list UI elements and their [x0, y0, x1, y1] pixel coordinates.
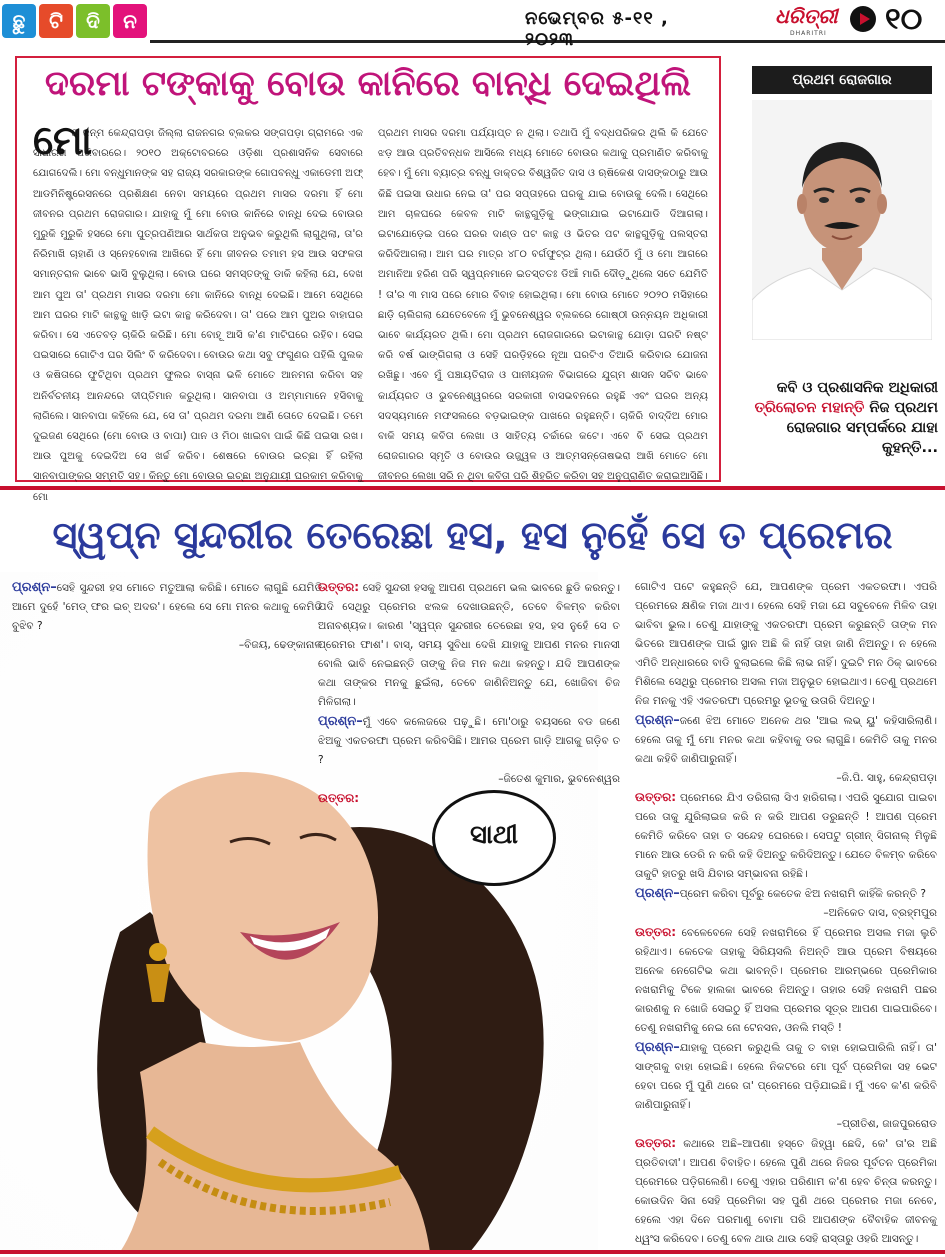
author-name: ତ୍ରିଲୋଚନ ମହାନ୍ତି [754, 400, 865, 416]
column-headline: ସ୍ୱପ୍ନ ସୁନ୍ଦରୀର ତେରେଛା ହସ, ହସ ନୁହେଁ ସେ ତ ପ୍ରେମର [52, 513, 893, 557]
newspaper-logo-sub: DHARITRI [790, 30, 827, 37]
issue-date: ନଭେମ୍ବର ୫-୧୧ , ୨୦୨୩ [525, 8, 669, 50]
qa-question-4 [635, 884, 937, 904]
answer-text: ବେଳେବେଳେ ସେହି ନଖରାମିରେ ହିଁ ପ୍ରେମର ଅସଲ ମଜା ଲୁଚି ରହିଥାଏ। କେତେକ ତାହାକୁ ସିରିୟସଲି ନିଅନ୍ତି ଆଉ ପ୍ରେମ ବିଷୟରେ ଅନେକ ନେଗେଟିଭ କଥା ଭାବନ୍ତି। ପ୍ରେମର ଆରମ୍ଭରେ ପ୍ରେମିକାର ନଖରାମିକୁ ଟିକେ ହାଲକା ଭାବରେ ନିଅନ୍ତୁ। ତାହାର ସେହି ନଖରାମି ପଛର କାରଣକୁ ନ ଖୋଜି ସେଇଠୁ ହିଁ ଅସଲ ପ୍ରେମର ସୂତ୍ର ଆପଣ ପାଇପାରିବେ। ତେଣୁ ନଖରାମିକୁ ନେଇ ନୋ ଟେନସନ, ଓନଲି ମସ୍ତି ! [635, 927, 937, 1034]
column-label: ପ୍ରଥମ ରୋଜଗାର [752, 66, 932, 94]
section-logo-letter: ଟି [39, 4, 73, 38]
newspaper-logo: ଧରିତ୍ରୀ [775, 4, 838, 28]
qa-question-3 [635, 711, 937, 769]
article-column-1: ର ଜନ୍ମ କେନ୍ଦ୍ରାପଡ଼ା ଜିଲ୍ଲା ରାଜନଗର ବ୍ଲକର ସଙ୍ଗପଡ଼ା ଗ୍ରାମରେ ଏକ ସାଧାରଣ ପରିବାରରେ। ୨୦୧୦ ଅକ୍ଟୋବରରେ ଓଡ଼ିଶା ପ୍ରଶାସନିକ ସେବାରେ ଯୋଗଦେଲି। ମୋ ବନ୍ଧୁମାନଙ୍କ ସହ ରାଜ୍ୟ ସରକାରଙ୍କ ଗୋପବନ୍ଧୁ ଏକାଡେମୀ ଅଫ୍ ଆଡମିନିଷ୍ଟ୍ରେସନରେ ପ୍ରଶିକ୍ଷଣ ନେବା ସମୟରେ ପ୍ରଥମ ମାସର ଦରମା ହିଁ ମୋ ଜୀବନର ପ୍ରଥମ ରୋଜଗାର। ଯାହାକୁ ମୁଁ ମୋ ବୋଉ କାନିରେ ବାନ୍ଧି ଦେଇ ବୋଉର ମୁରୁକି ମୁରୁକି ହସରେ ମୋ ପୁତ୍ରପଣିଆର ସାର୍ଥକତା ଅନୁଭବ କରୁଥିଲି ଲାଗୁଥିଲା, ତା'ର ନିରିମାଖି ଚାହାଣି ଓ ସ୍ନେହବୋଳା ଆଖିରେ ହିଁ ମୋ ଜୀବନର ତମାମ ହସ ଆଉ ସଫଳତା ସମାନ୍ତରାଳ ଭାବେ ଭାସି ବୁଲୁଥିଲା। ବୋଉ ଘରେ ସମସ୍ତଙ୍କୁ ଡାକି କହିଲା ଯେ, ଦେଖ ଆମ ପୁଅ ତା' ପ୍ରଥମ ମାସର ଦରମା ମୋ କାନିରେ ବାନ୍ଧି ଦେଇଛି। ଆମେ ସେଥିରେ ଆମ ଘରର ମାଟି କାନ୍ଥକୁ ଖାଡ଼ି ଇଟା କାନ୍ଥ କରିଦେବା। ତା' ପରେ ଆମ ପୁଅର ବାହାଘର କରିବା। ସେ ଏତେବଡ଼ ଚାକିରି କରିଛି। ମୋ ବୋହୂ ଆସି କ'ଣ ମାଟିଘରେ ରହିବ। ସେଇ ପଇସାରେ ଗୋଟିଏ ଘର ସିଲିଂ ବି କରିଦେବା। ବୋଉର କଥା ସବୁ ଫଗୁଣର ପହିଲି ପୁଲକ ଓ କଷିତାରେ ଫୁଟିଥିବା ପ୍ରଥମ ଫୁଲର ବାସ୍ନା ଭଳି ମୋତେ ଆନମନା କରିବା ସହ ଅନିର୍ବଚନୀୟ ଆନନ୍ଦରେ ଦୀପ୍ତିମାନ କରୁଥିଲା। ସାନବାପା ଓ ଅମ୍ମାମାନେ ହସିବାକୁ ଲାଗିଲେ। ସାନବାପା କହିଲେ ଯେ, ସେ ତା' ପ୍ରଥମ ଦରମା ଆଣି ତୋତେ ଦେଇଛି। ତମେ ଦୁଇଜଣ ସେଥିରେ (ମୋ ବୋଉ ଓ ବାପା) ପାନ ଓ ମିଠା ଖାଇବା ପାଇଁ କିଛି ପଇସା ରଖ। ଆଉ ପୁଅକୁ ଦେଇଦିଅ ସେ ଖର୍ଚ୍ଚ କରିବ। ଶେଷରେ ବୋଉର ଇଚ୍ଛା ହିଁ ରହିଲା ସାନବାପାଙ୍କର ସମ୍ମତି ସହ। କିନ୍ତୁ ମୋ ବୋଉର ଇଚ୍ଛା ଅନୁଯାୟୀ ଘରକାମ କରିବାକୁ ମୋ [33, 128, 363, 503]
question-text: ଯାହାକୁ ପ୍ରେମ କରୁଥିଲି ତାକୁ ତ ବାହା ହୋଇପାରିଲି ନାହିଁ। ତା' ସାଙ୍ଗକୁ ବାହା ହୋଇଛି। ହେଲେ ନିକଟରେ ମୋ ପୂର୍ବ ପ୍ରେମିକା ସହ ଭେଟ ହେବା ପରେ ମୁଁ ପୁଣି ଥରେ ତା' ପ୍ରେମରେ ପଡ଼ିଯାଇଛି। ମୁଁ ଏବେ କ'ଣ କରିବି ଜାଣିପାରୁନାହିଁ। [635, 1042, 937, 1111]
question-signature: –ଅନିକେତ ଦାସ, ବ୍ରହ୍ମପୁର [823, 907, 937, 919]
question-label: ପ୍ରଶ୍ନ– [12, 580, 57, 595]
qa-answer-2-start [318, 789, 620, 809]
qa-column-3 [635, 578, 937, 1249]
question-label: ପ୍ରଶ୍ନ– [318, 714, 363, 729]
answer-label: ଉତ୍ତର: [635, 925, 677, 939]
answer-text: କଥାରେ ଅଛି–ଆପଣା ହସ୍ତେ ଜିହ୍ୱା ଛେଦି, କେ' ତା'ର ଅଛି ପ୍ରତିବାଦୀ'। ଆପଣ ବିବାହିତ। ହେଲେ ପୁଣି ଥରେ ନିଜର ପୂର୍ବତନ ପ୍ରେମିକା ପ୍ରେମରେ ପଡ଼ିଗଲେଣି। ତେଣୁ ଏହାର ପରିଣାମ କ'ଣ ହେବ ଚିନ୍ତା କରନ୍ତୁ। କୋଉଦିନ ସିନା ସେହି ପ୍ରେମିକା ସହ ପୁଣି ଥରେ ପ୍ରେମର ମଜା ନେବେ, ହେଲେ ଏହା ଦିନେ ପରମାଣୁ ବୋମା ପରି ଆପଣଙ୍କ ବୈବାହିକ ଜୀବନକୁ ଧ୍ୱଂସ କରିଦେବ। ତେଣୁ ବେଳ ଥାଉ ଥାଉ ସେହି ରାସ୍ତାରୁ ଓହରି ଆସନ୍ତୁ। [635, 1138, 937, 1245]
answer-label: ଉତ୍ତର: [635, 790, 677, 804]
section-divider [0, 486, 945, 490]
question-label: ପ୍ରଶ୍ନ– [635, 886, 680, 901]
author-caption [748, 378, 938, 458]
qa-column-2 [318, 578, 620, 809]
question-signature: –ଜି.ପି. ସାହୁ, କେନ୍ଦ୍ରାପଡ଼ା [836, 772, 937, 784]
question-text: ସେହି ସୁନ୍ଦରୀ ହସ ମୋତେ ମତୁଆଲା କରିଛି। ମୋତେ ଲାଗୁଛି ଯେମିତି ଆମେ ଦୁହେଁ 'ମେଡ୍ ଫର ଇଚ୍ ଅଦର'। ହେଲେ ସେ ମୋ ମନର କଥାକୁ କେମିତି ବୁଝିବ ? [12, 582, 322, 632]
answer-text: ସେହି ସୁନ୍ଦରୀ ହସକୁ ଆପଣ ପ୍ରଥମେ ଭଲ ଭାବରେ ଛୁଡି କରନ୍ତୁ। ଯଦି ସେଥିରୁ ପ୍ରେମର ଝଲକ ଦେଖାଉଛନ୍ତି, ତେବେ ବିଳମ୍ବ କରିବା ଅନାବଶ୍ୟକ। କାରଣ 'ସ୍ୱପ୍ନ ସୁନ୍ଦରୀର ତେରେଛା ହସ, ହସ ନୁହେଁ ସେ ତ ପ୍ରେମର ଫାଶ'। ବାସ୍, ସମୟ ସୁବିଧା ଦେଖି ଯାହାକୁ ଆପଣ ମନର ମାନସୀ ବୋଲି ଭାବି ନେଇଛନ୍ତି ତାଙ୍କୁ ନିଜ ମନ କଥା କହନ୍ତୁ। ଯଦି ଆପଣଙ୍କ କଥା ତାଙ୍କର ମନକୁ ଛୁଇଁଲା, ତେବେ ଜାଣିନିଅନ୍ତୁ ଯେ, ଖୋଜିବା ଚିଜ ମିଳିଗଲା। [318, 582, 621, 708]
drop-cap: ମୋ [33, 118, 93, 164]
article-headline: ଦରମା ଟଙ୍କାକୁ ବୋଉ କାନିରେ ବାନ୍ଧି ଦେଇଥିଲି [44, 64, 692, 104]
qa-question-1 [12, 578, 322, 655]
answer-text: ପ୍ରେମରେ ଯିଏ ଡରିଗଲା ସିଏ ହାରିଗଲା। ଏପରି ସୁଯୋଗ ପାଇବା ପରେ ତାକୁ ଯୁରିଲାଇଜ କରି ନ କରି ଆପଣ ଡରୁଛନ୍ତି ! ଆପଣ ପ୍ରେମ କେମିତି କରିବେ ତାହା ତ ସନ୍ଦେହ ଘେରରେ। ସେପଟୁ ଗ୍ରୀନ୍ ସିଗନାଲ୍ ମିଳୁଛି ମାନେ ଆଉ ଡେରି ନ କରି କହି ଦିଅନ୍ତୁ କରିଦିଅନ୍ତୁ। ଯେତେ ବିଳମ୍ବ କରିବେ ତାକୁଟି ହାତରୁ ଖସି ଯିବାର ସମ୍ଭାବନା ରହିଛି। [635, 792, 937, 880]
answer-label: ଉତ୍ତର: [318, 580, 360, 594]
article-column-2: ପ୍ରଥମ ମାସର ଦରମା ପର୍ଯ୍ୟାପ୍ତ ନ ଥିଲା। ତଥାପି ମୁଁ ବଦ୍ଧପରିକର ଥିଲି କି ଯେତେ ଝଡ଼ ଆଉ ପ୍ରତିବନ୍ଧକ ଆସିଲେ ମଧ୍ୟ ମୋତେ ବୋଉର କଥାକୁ ପ୍ରମାଣିତ କରିବାକୁ ହେବ। ମୁଁ ମୋ ବ୍ୟାଚ୍‌ର ବନ୍ଧୁ ଡାକ୍ତର ବିଶ୍ୱଜିତ ଦାସ ଓ ଋଷିକେଶ ଦାସଙ୍କଠାରୁ ଆଉ କିଛି ପଇସା ଉଧାର ନେଇ ତା' ପର ସପ୍ତାହରେ ଘରକୁ ଯାଇ ବୋଉକୁ ଦେଲି। ସେଥିରେ ଆମ ଚାଳଘରେ କେବଳ ମାଟି କାନ୍ଥଗୁଡ଼ିକୁ ଭଙ୍ଗାଯାଇ ଇଟାଯୋଡି ଦିଆଗଲା। ଇଟାଯୋଡ଼େଇ ପରେ ଘରର ଦାଣ୍ଡ ପଟ କାନ୍ଥ ଓ ଭିତର ପଟ କାନ୍ଥଗୁଡ଼ିକୁ ପଲସ୍ତରା କରିଦିଆଗଲା। ଆମ ଘର ମାତ୍ର ୪୮୦ ବର୍ଗଫୁଟ୍‌ର ଥିଲା। ଯେଉଁଠି ମୁଁ ଓ ମୋ ଆଗରେ ଅମାନିଆ ହରିଣ ପରି ସ୍ୱପ୍ନମାନେ ଇତସ୍ତତଃ ଡିଆଁ ମାରି ଦୌଡ଼ୁଥିଲେ ସତେ ଯେମିତି ! ତା'ର ୩ ମାସ ପରେ ମୋର ବିବାହ ହୋଇଥିଲା। ମୋ ବୋଉ ମୋତେ ୨୦୨୦ ମସିହାରେ ଛାଡ଼ି ଚାଲିଗଲା ଯେତେବେଳେ ମୁଁ ଭୁବନେଶ୍ୱର ବ୍ଲକରେ ଗୋଷ୍ଠୀ ଉନ୍ନୟନ ଅଧିକାରୀ ଭାବେ କାର୍ଯ୍ୟରତ ଥିଲି। ମୋ ପ୍ରଥମ ରୋଜଗାରରେ ଇଟାକାନ୍ଥ ଯୋଡ଼ା ଘରଟି ନଷ୍ଟ କରି ବର୍ଷ ଭାଙ୍ଗିଗଲା ଓ ସେହି ଘରଡ଼ିହରେ ନୂଆ ଘରଟିଏ ତିଆରି କରିବାର ଯୋଜନା ରଖିଛୁ। ଏବେ ମୁଁ ପଞ୍ଚାୟତିରାଜ ଓ ପାନୀୟଜଳ ବିଭାଗରେ ଯୁଗ୍ମ ଶାସନ ସଚିବ ଭାବେ କାର୍ଯ୍ୟରତ ଓ ଭୁବନେଶ୍ୱରରେ ସରକାରୀ ବାସଭବନରେ ରହୁଛି ଏବଂ ଘରର ଅନ୍ୟ ସଦସ୍ୟମାନେ ମଫସଲରେ ବଡ଼ଭାଇଙ୍କ ପାଖରେ ରହୁଛନ୍ତି। ଚାକିରି ବାଦ୍‌ଦିଅ ମୋର ବାକି ସମୟ କବିତା ଲେଖା ଓ ସାହିତ୍ୟ ଚର୍ଚ୍ଚାରେ କଟେ। ଏବେ ବି ସେଇ ପ୍ରଥମ ରୋଜଗାରର ସ୍ମୃତି ଓ ବୋଉର ଉଜ୍ଜ୍ୱଳ ଓ ଆତ୍ମସନ୍ତୋଷଭରା ଆଖି ମୋତେ ମୋ ଜୀବନର ଲେଖା ସରି ନ ଥିବା କବିତା ପରି ଶିହରିତ କରିବା ସହ ଅନୁପ୍ରାଣିତ କରାଇଆସିଛି। [378, 128, 708, 483]
qa-answer-1 [318, 578, 620, 712]
question-text: ମୁଁ ଏବେ କଲେଜରେ ପଢ଼ୁଛି। ମୋ'ଠାରୁ ବୟସରେ ବଡ ଜଣେ ଝିଅକୁ ଏକତରଫା ପ୍ରେମ କରିବସିଛି। ଆମର ପ୍ରେମ ଗାଡ଼ି ଆଗକୁ ଗଡ଼ିବ ତ ? [318, 716, 620, 766]
play-icon [850, 6, 876, 32]
author-caption-text: ନିଜ ପ୍ରଥମ ରୋଜଗାର ସମ୍ପର୍କରେ ଯାହା କୁହନ୍ତି... [786, 400, 938, 456]
question-signature: –ଜିତେଶ କୁମାର, ଭୁବନେଶ୍ୱର [498, 773, 620, 785]
author-caption-text: କବି ଓ ପ୍ରଶାସନିକ ଅଧିକାରୀ [776, 380, 938, 396]
qa-question-5 [635, 1038, 937, 1115]
question-text: ଜଣେ ଝିଅ ମୋତେ ଅନେକ ଥର 'ଆଇ ଲଭ୍ ୟୁ' କହିସାରିଲାଣି। ହେଲେ ତାକୁ ମୁଁ ମୋ ମନର କଥା କହିବାକୁ ଡର ଲାଗୁଛି। କେମିତି ତାକୁ ମନର କଥା କହିବି ଜାଣିପାରୁନାହିଁ। [635, 715, 937, 765]
author-portrait [752, 100, 932, 340]
question-signature: –ବିଜୟ, ଢେଙ୍କାନାଳ [238, 639, 322, 651]
section-logo-letter: ଦି [76, 4, 110, 38]
answer-label: ଉତ୍ତର: [635, 1136, 677, 1150]
question-label: ପ୍ରଶ୍ନ– [635, 713, 680, 728]
qa-answer-5 [635, 1134, 937, 1249]
question-text: ପ୍ରେମ କରିବା ପୂର୍ବରୁ କେତେକ ଝିଅ ନଖରାମି କାହିଁକି କରନ୍ତି ? [679, 888, 927, 900]
qa-question-2 [318, 712, 620, 770]
qa-answer-4 [635, 923, 937, 1038]
footer-rule [0, 1250, 945, 1254]
page-number: ୧୦ [885, 2, 923, 37]
qa-answer-2: ଗୋଟିଏ ପଟେ କହୁଛନ୍ତି ଯେ, ଆପଣଙ୍କ ପ୍ରେମ ଏକତରଫା। ଏପରି ପ୍ରେମରେ କ୍ଷଣିକ ମଜା ଥାଏ। ହେଲେ ସେହି ମଜା ଯେ ସବୁବେଳେ ମିଳିବ ତାହା ଭାବିବା ଭୁଲ। ତେଣୁ ଯାହାଙ୍କୁ ଏକତରଫା ପ୍ରେମ କରୁଛନ୍ତି ତାଙ୍କ ମନ ଭିତରେ ଆପଣଙ୍କ ପାଇଁ ସ୍ଥାନ ଅଛି କି ନାହିଁ ତାହା ଜାଣି ନିଅନ୍ତୁ। ନ ହେଲେ ଏମିତି ଅନ୍ଧାରରେ ବାଡି ବୁଲାଇଲେ କିଛି ଲାଭ ନାହିଁ। ଦୁଇଟି ମନ ଠିକ୍ ଭାବରେ ମିଶିଲେ ସେଥିରୁ ପ୍ରେମର ଅସଲ ମଜା ଅନୁଭୂତ ହୋଇଥାଏ। ତେଣୁ ପ୍ରଥମେ ନିଜ ମନକୁ ଏହି ଏକତରଫା ପ୍ରେମରୁ ଭୂତକୁ ଉତାରି ଦିଅନ୍ତୁ। [635, 581, 937, 707]
question-label: ପ୍ରଶ୍ନ– [635, 1040, 680, 1055]
question-signature: –ପ୍ରୀତିଶ, ଜାଜପୁରରୋଡ [836, 1118, 937, 1130]
section-logo-letter: ଛୁ [2, 4, 36, 38]
column-badge: ସାଥୀ [432, 790, 556, 886]
qa-answer-3 [635, 788, 937, 884]
answer-label: ଉତ୍ତର: [318, 791, 360, 805]
section-logo-letter: ନ [113, 4, 147, 38]
